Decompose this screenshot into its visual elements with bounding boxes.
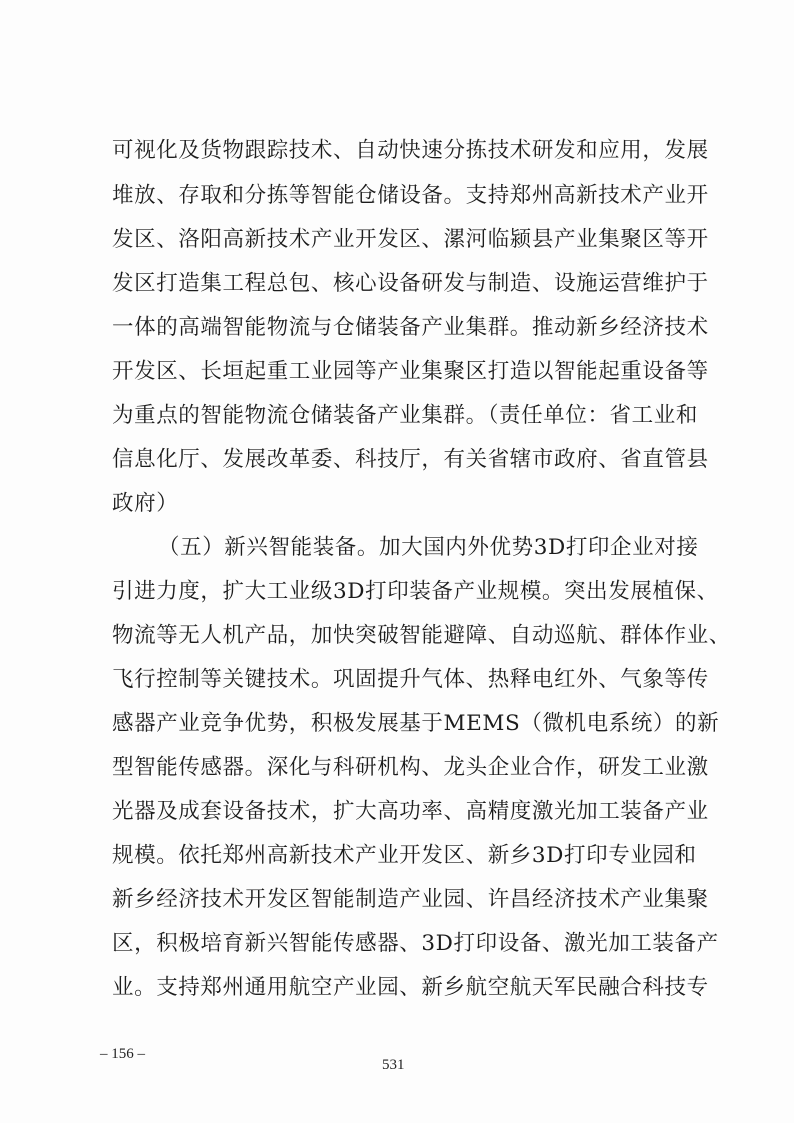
paragraph-line: 区，积极培育新兴智能传感器、3D打印设备、激光加工装备产 [112,931,719,956]
paragraph-line: 引进力度，扩大工业级3D打印装备产业规模。突出发展植保、 [112,579,719,604]
paragraph-line: 规模。依托郑州高新技术产业开发区、新乡3D打印专业园和 [112,843,697,868]
paragraph-line: 信息化厅、发展改革委、科技厅，有关省辖市政府、省直管县 [112,447,709,472]
paragraph-line: 光器及成套设备技术，扩大高功率、高精度激光加工装备产业 [112,799,709,824]
page-number: 531 [382,1057,405,1073]
paragraph-line: 堆放、存取和分拣等智能仓储设备。支持郑州高新技术产业开 [112,183,709,208]
paragraph-line: 新乡经济技术开发区智能制造产业园、许昌经济技术产业集聚 [112,887,709,912]
paragraph-line: 政府） [112,491,179,516]
section-heading-line: （五）新兴智能装备。加大国内外优势3D打印企业对接 [158,535,699,560]
paragraph-line: 感器产业竞争优势，积极发展基于MEMS（微机电系统）的新 [112,711,720,736]
paragraph-line: 物流等无人机产品，加快突破智能避障、自动巡航、群体作业、 [112,623,731,648]
paragraph-line: 为重点的智能物流仓储装备产业集群。（责任单位：省工业和 [112,403,698,428]
paragraph-line: 飞行控制等关键技术。巩固提升气体、热释电红外、气象等传 [112,667,709,692]
paragraph-line: 型智能传感器。深化与科研机构、龙头企业合作，研发工业激 [112,755,709,780]
paragraph-line: 可视化及货物跟踪技术、自动快速分拣技术研发和应用，发展 [112,138,709,163]
page-label: – 156 – [100,1046,145,1062]
paragraph-line: 一体的高端智能物流与仓储装备产业集群。推动新乡经济技术 [112,315,709,340]
paragraph-line: 业。支持郑州通用航空产业园、新乡航空航天军民融合科技专 [112,975,709,1000]
paragraph-line: 发区打造集工程总包、核心设备研发与制造、设施运营维护于 [112,271,709,296]
paragraph-line: 开发区、长垣起重工业园等产业集聚区打造以智能起重设备等 [112,359,709,384]
paragraph-line: 发区、洛阳高新技术产业开发区、漯河临颍县产业集聚区等开 [112,227,709,252]
